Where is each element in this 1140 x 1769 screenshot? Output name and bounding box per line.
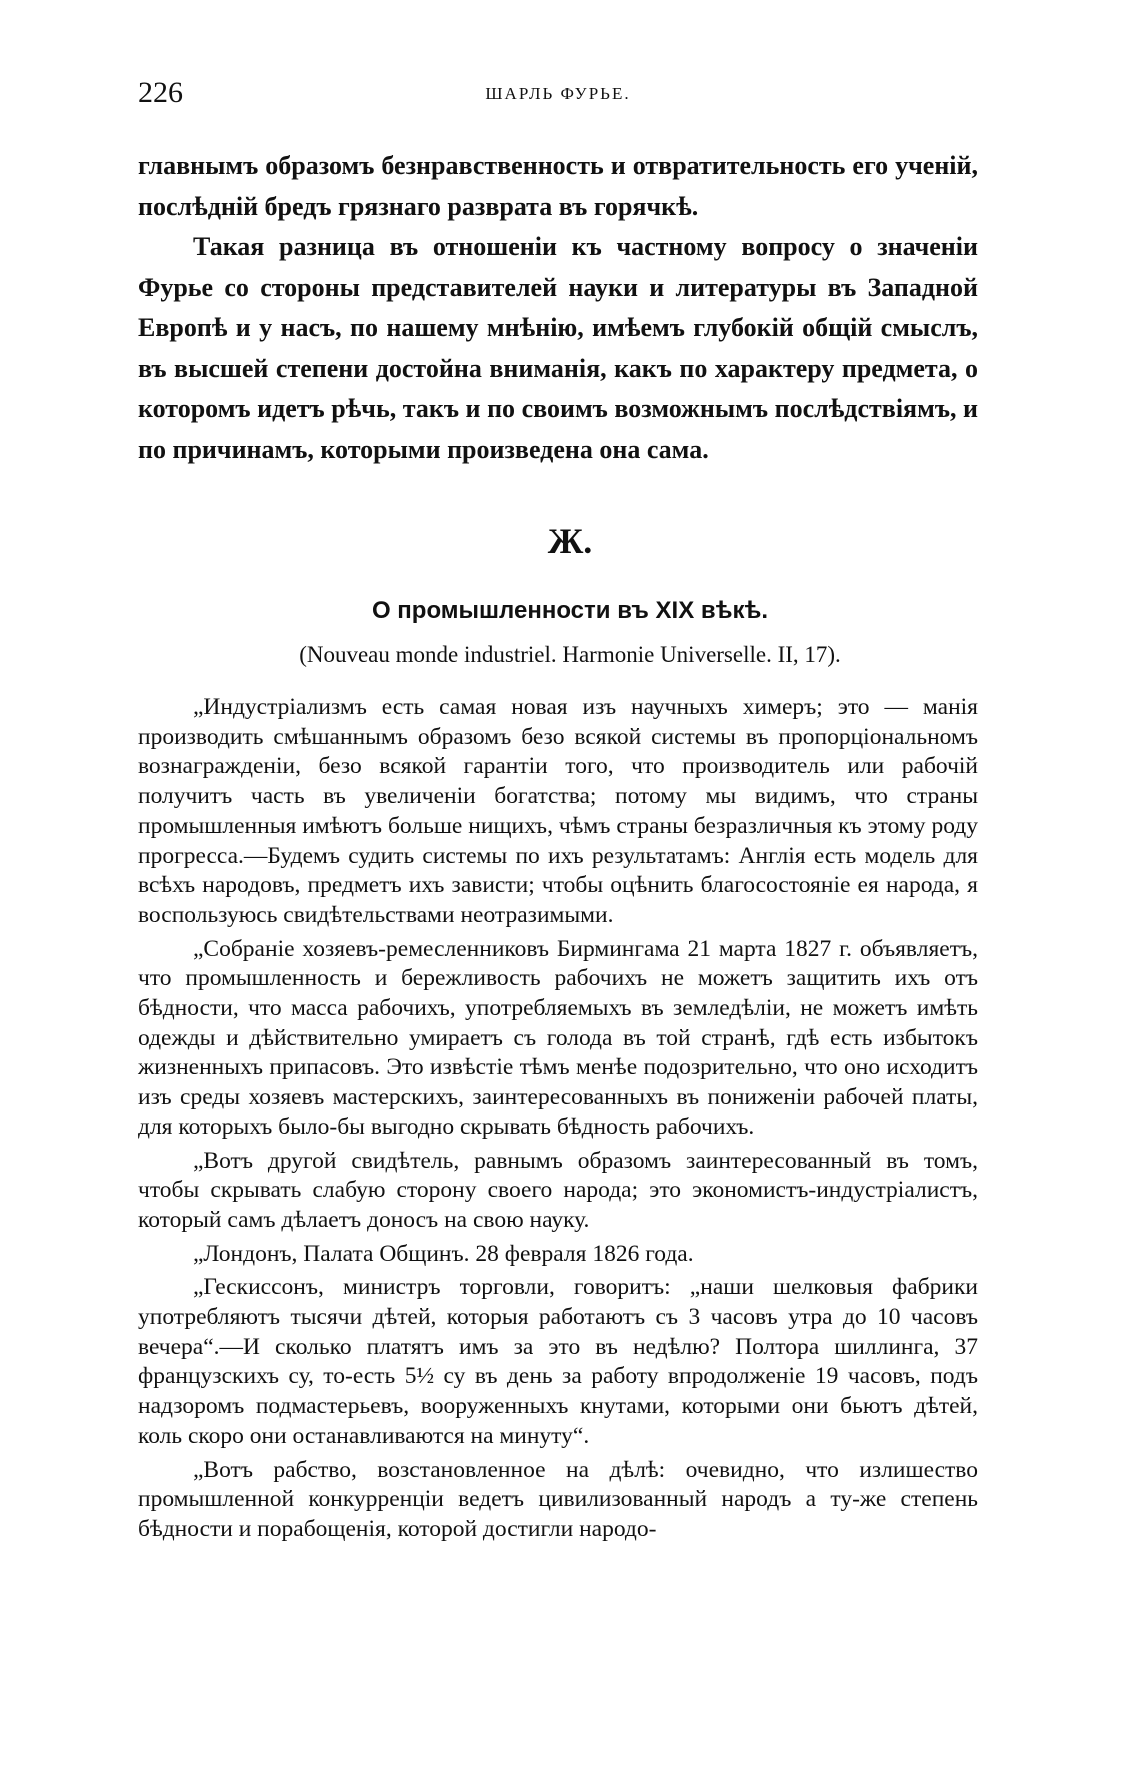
body-paragraph: „Лондонъ, Палата Общинъ. 28 февраля 1826 года. bbox=[193, 1240, 694, 1267]
body-paragraph: „Индустріализмъ есть самая новая изъ научныхъ химеръ; это — манія производить смѣшаннымъ образомъ безо всякой системы въ пропорціональномъ вознагражденіи, безо всякой гарантіи того, что производитель или рабочій получитъ часть въ увеличеніи богатства; потому мы видимъ, что страны промышленныя имѣютъ больше нищихъ, чѣмъ страны безразличныя къ этому роду прогресса.—Будемъ судить системы по ихъ результатамъ: Англія есть модель для всѣхъ народовъ, предметъ ихъ зависти; чтобы оцѣнить благосостояніе ея народа, я воспользуюсь свидѣтельствами неотразимыми. bbox=[138, 694, 978, 928]
body-paragraph: „Вотъ другой свидѣтель, равнымъ образомъ заинтересованный въ томъ, чтобы скрывать слабую сторону своего народа; это экономистъ-индустріалистъ, который самъ дѣлаетъ доносъ на свою науку. bbox=[138, 1147, 978, 1233]
running-title: ШАРЛЬ ФУРЬЕ. bbox=[485, 84, 631, 103]
section-letter: Ж. bbox=[547, 521, 593, 561]
intro-paragraph: Такая разница въ отношеніи къ частному вопросу о значеніи Фурье со стороны представителей науки и литературы въ Западной Европѣ и у насъ, по нашему мнѣнію, имѣемъ глубокій общій смыслъ, въ высшей степени достойна вниманія, какъ по характеру предмета, о которомъ идетъ рѣчь, такъ и по своимъ возможнымъ послѣдствіямъ, и по причинамъ, которыми произведена она сама. bbox=[138, 232, 978, 464]
page-header bbox=[138, 76, 978, 116]
body-text bbox=[138, 693, 978, 1545]
continued-paragraph: главнымъ образомъ безнравственность и отвратительность его ученій, послѣдній бредъ грязнаго разврата въ горячкѣ. bbox=[138, 151, 978, 221]
section-source: (Nouveau monde industriel. Harmonie Universelle. II, 17). bbox=[299, 642, 841, 667]
body-paragraph: „Гескиссонъ, министръ торговли, говоритъ: „наши шелковыя фабрики употребляютъ тысячи дѣтей, которыя работаютъ съ 3 часовъ утра до 10 часовъ вечера“.—И сколько платятъ имъ за это въ недѣлю? Полтора шиллинга, 37 французскихъ су, то-есть 5½ су въ день за работу впродолженіе 19 часовъ, подъ надзоромъ подмастерьевъ, вооруженныхъ кнутами, которыми они бьютъ дѣтей, коль скоро они останавливаются на минуту“. bbox=[138, 1274, 978, 1449]
page-number: 226 bbox=[138, 76, 183, 109]
section-title: О промышленности въ XIX вѣкѣ. bbox=[371, 597, 769, 624]
body-paragraph: „Собраніе хозяевъ-ремесленниковъ Бирмингама 21 марта 1827 г. объявляетъ, что промышленность и бережливость рабочихъ не можетъ защитить ихъ отъ бѣдности, что масса рабочихъ, употребляемыхъ въ земледѣліи, не можетъ имѣть одежды и дѣйствительно умираетъ съ голода въ той странѣ, гдѣ есть избытокъ жизненныхъ припасовъ. Это извѣстіе тѣмъ менѣе подозрительно, что оно исходитъ изъ среды хозяевъ мастерскихъ, заинтересованныхъ въ пониженіи рабочей платы, для которыхъ было-бы выгодно скрывать бѣдность рабочихъ. bbox=[138, 935, 978, 1140]
intro-text bbox=[138, 146, 978, 470]
body-paragraph: „Вотъ рабство, возстановленное на дѣлѣ: очевидно, что излишество промышленной конкурренціи ведетъ цивилизованный народъ а ту-же степень бѣдности и порабощенія, которой достигли народо- bbox=[138, 1456, 978, 1542]
